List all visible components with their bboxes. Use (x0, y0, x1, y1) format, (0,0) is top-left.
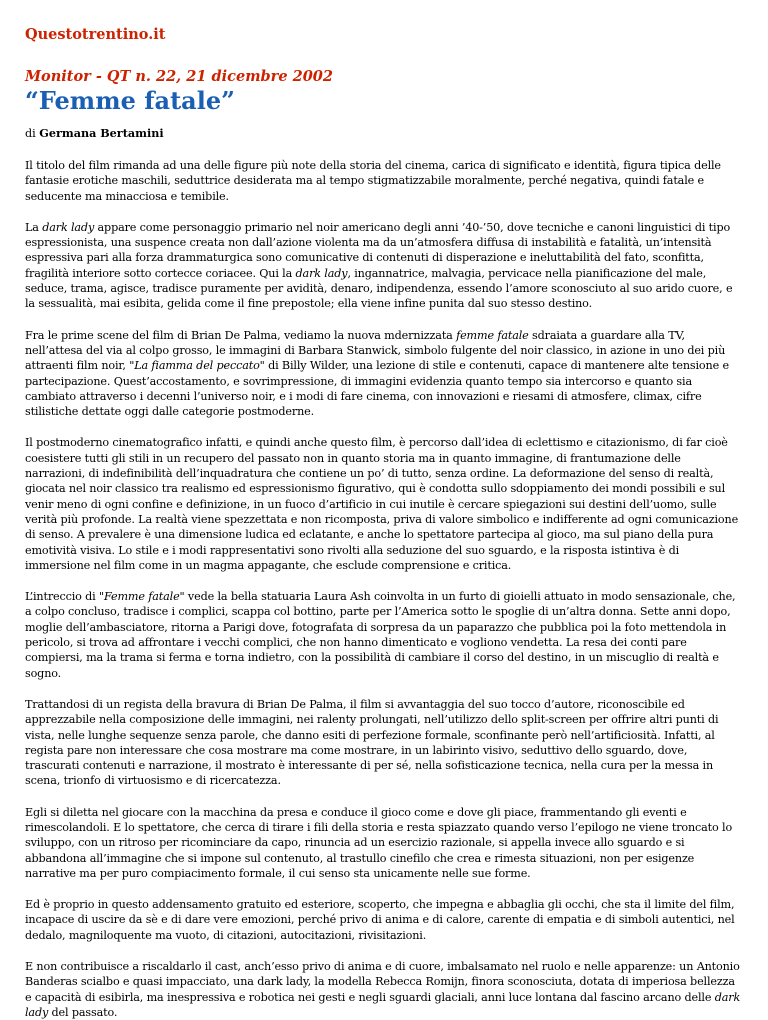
article-paragraph (25, 435, 743, 573)
byline (25, 126, 743, 141)
italic-run: dark lady (42, 220, 95, 234)
text-run: Il titolo del film rimanda ad una delle figure più note della storia del cinema, carica di significato e identità, figura tipica delle fantasie erotiche maschili, seduttrice desiderata ma al tempo stigmatizzabile moralmente, perché negativa, quindi fatale e seducente ma minacciosa e temibile. (25, 159, 721, 203)
text-run: Egli si diletta nel giocare con la macchina da presa e conduce il gioco come e dove gli piace, frammentando gli eventi e rimescolandoli. E lo spettatore, che cerca di tirare i fili della storia e resta spiazzato quando verso l’epilogo ne viene troncato lo sviluppo, con un ritroso per ricominciare da capo, rinuncia ad un esercizio razionale, si appella invece allo sguardo e si abbandona all’immagine che si impone sul contenuto, al trastullo cinefilo che crea e rimesta situazioni, non per esigenze narrative ma per puro compiacimento formale, il cui senso sta unicamente nelle sue forme. (25, 805, 733, 880)
article-paragraph (25, 697, 743, 789)
text-run: appare come personaggio primario nel noir americano degli anni ’40-’50, dove tecniche e canoni linguistici di tipo espressionista, una suspence creata non dall’azione violenta ma da un’atmosfera diffusa di instabilità e fatalità, un’intensità espressiva pari alla forza drammaturgica sono comunicative di contenuti di disperazione e ineluttabilità del fato, sconfitta, fragilità interiore sotto cortecce coriacee. Qui la (25, 220, 731, 280)
text-run: Il postmoderno cinematografico infatti, e quindi anche questo film, è percorso dall’idea di eclettismo e citazionismo, di far cioè coesistere tutti gli stili in un recupero del passato non in quanto storia ma in quanto immagine, di frantumazione delle narrazioni, di indefinibilità dell’inquadratura che contiene un po’ di tutto, senza ordine. La deformazione del senso di realtà, giocata nel noir classico tra realismo ed espressionismo figurativo, qui è condotta sullo sdoppiamento dei mondi possibili e sul venir meno di ogni confine e definizione, in un fuoco d’artificio in cui inutile è cercare spiegazioni sui destini dell’uomo, sulle verità più profonde. La realtà viene spezzettata e non ricomposta, priva di valore simbolico e indifferente ad ogni comunicazione di senso. A prevalere è una dimensione ludica ed eclatante, e anche lo spettatore partecipa al gioco, ma sul piano della pura emotività visiva. Lo stile e i modi rappresentativi sono rivolti alla seduzione del suo sguardo, e la risposta istintiva è di immersione nel film come in un magma appagante, che esclude comprensione e critica. (25, 436, 739, 572)
italic-run: "Femme fatale" (99, 590, 185, 604)
text-run: di Billy Wilder, una lezione di stile e contenuti, capace di mantenere alte tensione e partecipazione. Quest’accostamento, e sovrimpressione, di immagini evidenzia quanto tempo sia intercorso e quanto sia cambiato attraverso i decenni l’universo noir, e i modi di fare cinema, con innovazioni e riesami di atmosfere, climax, cifre stilistiche dettate oggi dalle categorie postmoderne. (25, 359, 729, 419)
article-paragraph (25, 589, 743, 681)
text-run: Trattandosi di un regista della bravura di Brian De Palma, il film si avvantaggia del suo tocco d’autore, riconoscibile ed apprezzabile nella composizione delle immagini, nei ralenty prolungati, nell’utilizzo dello split-screen per offrire altri punti di vista, nelle lunghe sequenze senza parole, che danno esiti di perfezione formale, sconfinante però nell’artificiosità. Infatti, al regista pare non interessare che cosa mostrare ma come mostrare, in un labirinto visivo, seduttivo dello sguardo, dove, trascurati contenuti e narrazione, il mostrato è interessante di per sé, nella sofisticazione tecnica, nella cura per la messa in scena, trionfo di virtuosismo e di ricercatezza. (25, 697, 719, 788)
text-run: Fra le prime scene del film di Brian De Palma, vediamo la nuova mdernizzata (25, 328, 457, 342)
article-headline: “Femme fatale” (25, 86, 235, 115)
article-paragraph (25, 158, 743, 204)
text-run: sdraiata a guardare alla TV, nell’attesa del via al colpo grosso, le immagini di Barbara Stanwick, simbolo fulgente del noir classico, in azione in uno dei più attraenti film noir, (25, 328, 726, 373)
article-body (25, 158, 743, 1020)
text-run: del passato. (48, 1005, 118, 1019)
article-paragraph (25, 805, 743, 881)
italic-run: dark lady (295, 266, 348, 280)
italic-run: "La fiamma del peccato" (129, 359, 265, 373)
article-paragraph (25, 897, 743, 943)
article-kicker: Monitor - QT n. 22, 21 dicembre 2002 (25, 68, 333, 85)
text-run: , ingannatrice, malvagia, pervicace nella pianificazione del male, seduce, trama, agisce, tradisce puramente per avidità, denaro, indipendenza, essendo l’amore sconosciuto al suo arido cuore, e la sessualità, mai esibita, gelida come il fine prepostole; ella viene infine punita dal suo stesso destino. (25, 266, 733, 311)
byline-prefix: di (25, 127, 40, 140)
italic-run: femme fatale (456, 328, 529, 342)
italic-run: dark lady (25, 990, 741, 1019)
text-run: La (25, 220, 43, 234)
site-title-link[interactable]: Questotrentino.it (25, 26, 166, 43)
text-run: vede la bella statuaria Laura Ash coinvolta in un furto di gioielli attuato in modo sensazionale, che, a colpo concluso, tradisce i complici, scappa col bottino, parte per l’America sotto le spoglie di un’altra donna. Sette anni dopo, moglie dell’ambasciatore, ritorna a Parigi dove, fotografata di sorpresa da un paparazzo che pubblica poi la foto mettendola in pericolo, si trova ad affrontare i vecchi complici, che non hanno dimenticato e vogliono vendetta. La resa dei conti pare compiersi, ma la trama si ferma e torna indietro, con la possibilità di cambiare il corso del destino, in un miscuglio di realtà e sogno. (25, 590, 736, 680)
article-paragraph (25, 959, 743, 1020)
article-paragraph (25, 328, 743, 420)
text-run: E non contribuisce a riscaldarlo il cast, anch’esso privo di anima e di cuore, imbalsamato nel ruolo e nelle apparenze: un Antonio Banderas scialbo e quasi impacciato, una dark lady, la modella Rebecca Romijn, finora sconosciuta, dotata di imperiosa bellezza e capacità di esibirla, ma inespressiva e robotica nei gesti e negli sguardi glaciali, anni luce lontana dal fascino arcano delle (25, 960, 740, 1004)
text-run: L’intreccio di (25, 590, 99, 604)
author-name: Germana Bertamini (39, 126, 164, 140)
text-run: Ed è proprio in questo addensamento gratuito ed esteriore, scoperto, che impegna e abbaglia gli occhi, che sta il limite del film, incapace di uscire da sè e di dare vere emozioni, perché privo di anima e di calore, carente di empatia e di simboli autentici, nel dedalo, magniloquente ma vuoto, di citazioni, autocitazioni, rivisitazioni. (25, 898, 735, 942)
article-paragraph (25, 220, 743, 312)
